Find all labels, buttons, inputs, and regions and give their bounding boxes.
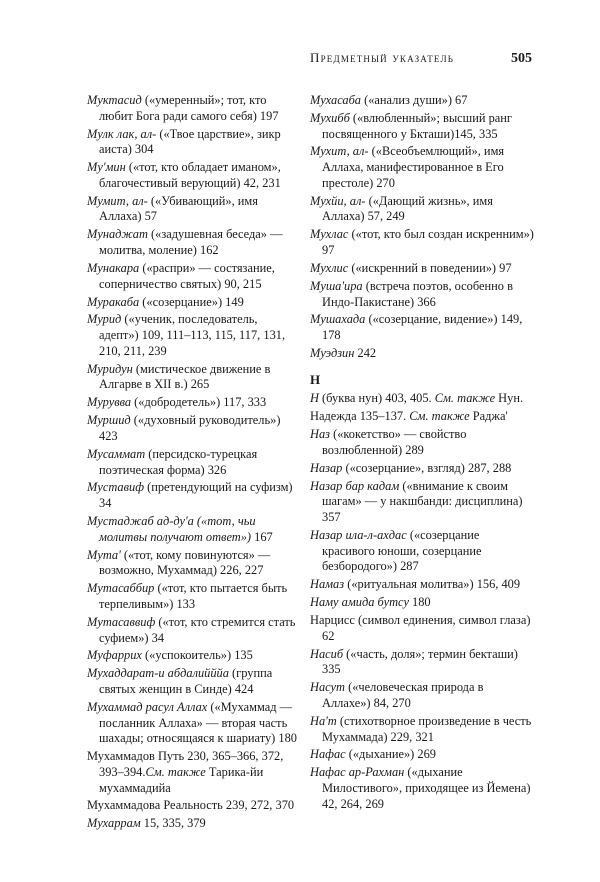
index-text: («часть, доля»; термин бекташи) 335 bbox=[322, 646, 518, 677]
index-term: Насиб bbox=[310, 646, 344, 661]
index-entry bbox=[310, 479, 535, 526]
index-text: («дыхание Милостивого», приходящее из Йемена) 42, 264, 269 bbox=[322, 765, 531, 811]
index-text: («умеренный»; тот, кто любит Бога ради самого себя) 197 bbox=[99, 93, 279, 123]
index-entry bbox=[87, 798, 299, 814]
index-text: («тот, кто был создан искренним») 97 bbox=[322, 227, 534, 258]
index-entry bbox=[310, 613, 535, 644]
index-text: (группа святых женщин в Синде) 424 bbox=[99, 666, 273, 696]
index-entry bbox=[310, 194, 535, 225]
index-term: Мутасаббир bbox=[87, 581, 155, 596]
index-term: Мухаммад расул Аллах bbox=[87, 699, 208, 714]
index-entry bbox=[87, 648, 299, 664]
index-text: («духовный руководитель») 423 bbox=[99, 413, 281, 443]
index-text: 167 bbox=[251, 529, 273, 544]
index-group-n bbox=[310, 391, 535, 812]
page-header bbox=[310, 50, 532, 70]
index-entry bbox=[87, 227, 299, 258]
index-text: («анализ души») 67 bbox=[361, 93, 468, 107]
index-entry bbox=[87, 700, 299, 747]
index-term: Мусаммат bbox=[87, 446, 146, 461]
index-term: На'т bbox=[310, 713, 337, 728]
index-text: («добродетель») 117, 333 bbox=[131, 395, 267, 410]
see-also-target: Раджа' bbox=[469, 409, 508, 424]
index-entry bbox=[87, 395, 299, 411]
index-entry bbox=[310, 227, 535, 258]
index-term: Мухаддарат-и абдалийййа bbox=[87, 666, 229, 681]
index-entry bbox=[310, 111, 535, 142]
index-text: (стихотворное произведение в честь Мухаммада) 229, 321 bbox=[322, 713, 532, 744]
index-term: Му'мин bbox=[87, 160, 126, 175]
index-entry bbox=[87, 749, 299, 796]
index-term: Нафас ар-Рахман bbox=[310, 765, 405, 780]
index-entry bbox=[310, 409, 535, 425]
index-entry bbox=[87, 480, 299, 511]
index-entry bbox=[310, 346, 535, 362]
index-entry bbox=[310, 577, 535, 593]
index-text: (мистическое движение в Алгарве в XII в.) 265 bbox=[99, 361, 271, 392]
see-also: См. также bbox=[406, 409, 470, 424]
index-column-left bbox=[87, 93, 299, 834]
index-text: Надежда 135–137. bbox=[310, 409, 407, 424]
index-text: («созерцание, видение») 149, 178 bbox=[322, 312, 523, 343]
index-term: Муридун bbox=[87, 361, 133, 376]
index-term: Мурувва bbox=[87, 395, 132, 410]
index-term: Мухлис bbox=[310, 260, 349, 275]
index-entry bbox=[87, 194, 299, 225]
index-term: Н bbox=[310, 391, 319, 406]
index-entry bbox=[87, 413, 299, 444]
index-term: Муктасид bbox=[87, 93, 142, 107]
index-term: Наз bbox=[310, 427, 330, 442]
index-entry bbox=[310, 261, 535, 277]
index-text: («Мухаммад — посланник Аллаха» — вторая часть шахады; относящаяся к шариату) 180 bbox=[99, 699, 297, 746]
index-entry bbox=[87, 615, 299, 646]
index-entry bbox=[87, 548, 299, 579]
index-text: («успокоитель») 135 bbox=[141, 648, 253, 663]
index-text: (встреча поэтов, особенно в Индо-Пакистане) 366 bbox=[322, 278, 513, 309]
index-text: («ритуальная молитва») 156, 409 bbox=[344, 577, 521, 592]
index-text: 15, 335, 379 bbox=[140, 816, 206, 831]
letter-heading: Н bbox=[310, 371, 321, 387]
running-title: Предметный указатель bbox=[310, 50, 455, 65]
index-text: («созерцание красивого юноши, созерцание безбородого») 287 bbox=[322, 528, 482, 574]
index-term: Назар бар кадам bbox=[310, 478, 400, 493]
index-entry bbox=[310, 528, 535, 575]
index-term: Мумит, ал- bbox=[87, 193, 148, 208]
index-term: Муфаррих bbox=[87, 648, 142, 663]
see-also-target: Тарика-йи мухаммадийа bbox=[99, 764, 264, 795]
index-text: («Дающий жизнь», имя Аллаха) 57, 249 bbox=[322, 193, 493, 224]
index-term: Мухасаба bbox=[310, 93, 361, 107]
index-term: Муша'ира bbox=[310, 278, 363, 293]
index-term: Муршид bbox=[87, 413, 131, 428]
index-entry bbox=[87, 514, 299, 545]
index-entry bbox=[87, 93, 299, 124]
index-text: («тот, кто пытается быть терпеливым») 133 bbox=[99, 581, 288, 611]
index-text: («созерцание») 149 bbox=[139, 294, 244, 309]
index-entry bbox=[310, 391, 535, 407]
index-entry bbox=[87, 312, 299, 359]
index-term: Нафас bbox=[310, 747, 346, 762]
index-text: («Убивающий», имя Аллаха) 57 bbox=[99, 193, 258, 224]
index-term: Мустаджаб ад-ду'а («тот, чьи молитвы получают ответ») bbox=[87, 514, 256, 544]
index-entry bbox=[310, 680, 535, 711]
index-text: («внимание к своим шагам» — у накшбанди: дисциплина) 357 bbox=[322, 478, 523, 525]
index-text: («влюбленный»; высший ранг посвященного у Бкташи)145, 335 bbox=[322, 110, 512, 141]
see-also-target: Нун. bbox=[495, 391, 524, 406]
index-text: Нарцисс (символ единения, символ глаза) 62 bbox=[310, 613, 531, 643]
index-text: («тот, кто стремится стать суфием») 34 bbox=[99, 614, 296, 645]
index-entry bbox=[310, 312, 535, 343]
index-entry bbox=[310, 144, 535, 191]
index-term: Мунакара bbox=[87, 260, 140, 275]
index-entry bbox=[310, 427, 535, 458]
index-text: («созерцание», взгляд) 287, 288 bbox=[342, 460, 512, 475]
index-text: («ученик, последователь, адепт») 109, 111–113, 115, 117, 131, 210, 211, 239 bbox=[99, 312, 286, 358]
index-entry bbox=[87, 581, 299, 612]
index-entry bbox=[310, 279, 535, 310]
index-text: («тот, кому повинуются» — возможно, Мухаммад) 226, 227 bbox=[99, 547, 271, 578]
index-text: («тот, кто обладает иманом», благочестивый верующий) 42, 231 bbox=[99, 160, 281, 190]
index-term: Наму амида бутсу bbox=[310, 595, 409, 610]
index-text: («Всеобъемлющий», имя Аллаха, манифестированное в Его престоле) 270 bbox=[322, 144, 505, 190]
index-text: («задушевная беседа» — молитва, моление) 162 bbox=[99, 227, 283, 258]
index-term: Мунаджат bbox=[87, 227, 148, 242]
index-text: («дыхание») 269 bbox=[345, 747, 436, 762]
index-entry bbox=[87, 666, 299, 697]
index-column-right bbox=[310, 93, 535, 815]
index-entry bbox=[87, 261, 299, 292]
index-entry bbox=[310, 647, 535, 678]
index-term: Мухибб bbox=[310, 110, 350, 125]
index-text: 242 bbox=[354, 346, 377, 361]
index-entry bbox=[310, 747, 535, 763]
index-term: Насут bbox=[310, 680, 346, 695]
index-text: (претендующий на суфизм) 34 bbox=[99, 480, 293, 511]
index-text: («распри» — состязание, соперничество святых) 90, 215 bbox=[99, 260, 275, 291]
see-also: См. также bbox=[431, 391, 496, 406]
index-text: Мухаммадова Реальность 239, 272, 370 bbox=[87, 798, 295, 813]
index-text: (персидско-турецкая поэтическая форма) 326 bbox=[99, 446, 258, 477]
index-text: (буква нун) 403, 405. bbox=[318, 391, 432, 406]
index-text: («Твое царствие», зикр аиста) 304 bbox=[99, 126, 281, 157]
index-text: («искренний в поведении») 97 bbox=[348, 260, 512, 275]
index-entry bbox=[87, 295, 299, 311]
index-term: Намаз bbox=[310, 577, 345, 592]
index-entry bbox=[310, 595, 535, 611]
index-entry bbox=[87, 816, 299, 832]
index-entry bbox=[310, 714, 535, 745]
index-text: 180 bbox=[408, 595, 431, 610]
index-term: Мута' bbox=[87, 547, 121, 562]
index-term: Назар bbox=[310, 460, 343, 475]
index-term: Мухлас bbox=[310, 227, 349, 242]
index-entry bbox=[310, 765, 535, 812]
index-entry bbox=[87, 160, 299, 191]
index-entry bbox=[310, 93, 535, 109]
index-text: («кокетство» — свойство возлюбленной) 289 bbox=[322, 427, 467, 457]
index-term: Мухйи, ал- bbox=[310, 193, 366, 208]
page-number: 505 bbox=[511, 51, 532, 66]
see-also: См. также bbox=[145, 764, 206, 779]
index-group-m bbox=[310, 93, 535, 362]
index-text: Мухаммадов Путь 230, 365–366, 372, 393–394. bbox=[87, 749, 284, 779]
index-term: Мурид bbox=[87, 312, 122, 327]
index-term: Мутасаввиф bbox=[87, 614, 156, 629]
index-term: Мухит, ал- bbox=[310, 144, 369, 159]
index-entry bbox=[87, 447, 299, 478]
index-term: Назар ила-л-ахдас bbox=[310, 528, 407, 543]
index-term: Мухаррам bbox=[87, 816, 141, 831]
index-term: Муставиф bbox=[87, 480, 144, 495]
index-term: Муэдзин bbox=[310, 346, 355, 361]
index-entry bbox=[87, 362, 299, 393]
index-entry bbox=[310, 461, 535, 477]
index-term: Мушахада bbox=[310, 312, 366, 327]
index-entry bbox=[87, 127, 299, 158]
index-term: Мулк лак, ал- bbox=[87, 126, 157, 141]
index-text: («человеческая природа в Аллахе») 84, 270 bbox=[322, 680, 484, 710]
index-term: Муракаба bbox=[87, 294, 140, 309]
